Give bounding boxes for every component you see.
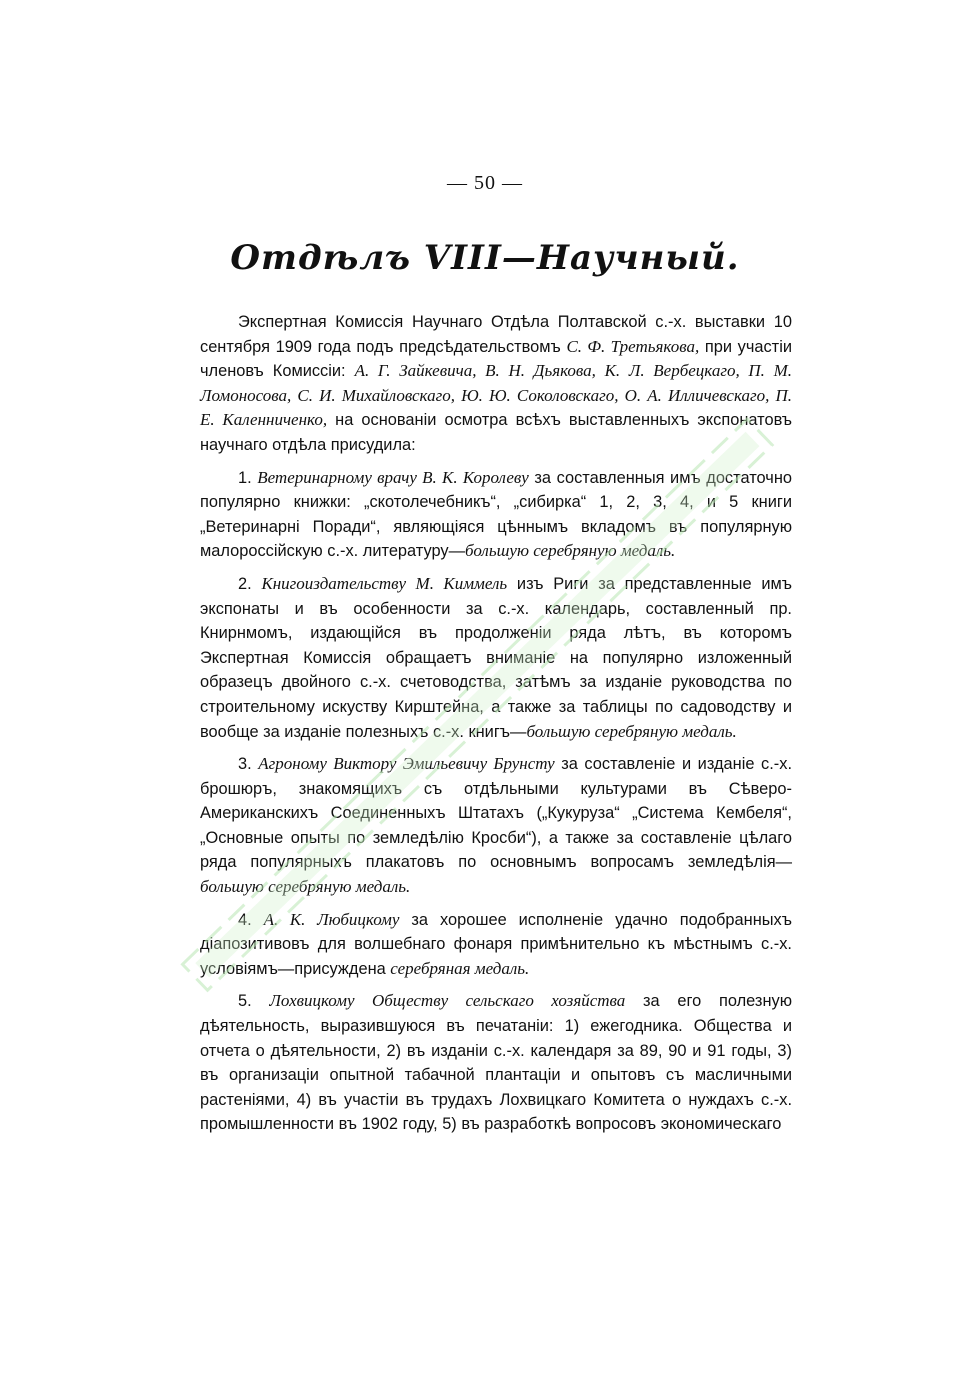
italic-name-run: Лохвицкому Обществу сельскаго хозяйства — [269, 991, 626, 1011]
text-run: 5. — [238, 992, 270, 1011]
intro-paragraph — [200, 310, 792, 458]
italic-name-run: большую серебряную медаль. — [200, 877, 411, 897]
italic-name-run: Агроному Виктору Эмильевичу Брунсту — [258, 754, 555, 774]
text-run: 1. — [238, 468, 258, 487]
text-run: 3. — [238, 755, 259, 774]
italic-name-run: А. Г. Зайкевича, В. Н. Дьякова, К. Л. Вербецкаго, П. М. Ломоносова, С. И. Михайловскаго, Ю. Ю. Соколовскаго, О. А. Илличевскаго, П. Е. Каленниченко, — [200, 361, 792, 430]
text-run: 4. — [238, 910, 264, 929]
italic-name-run: С. Ф. Третьякова, — [566, 336, 700, 356]
award-item-5 — [200, 989, 792, 1137]
italic-name-run: большую серебряную медаль. — [526, 721, 737, 741]
text-run: за его полезную дѣятельность, выразившуюся въ печатаніи: 1) ежегодника. Общества и отчета о дѣятельности, 2) въ изданіи с.-х. календаря за 89, 90 и 91 годы, 3) въ организаціи опытной табачной плантаціи и опытовъ съ масличными растеніями, 4) въ участіи въ трудахъ Лохвицкаго Комитета о нуждахъ с.-х. промышленности въ 1902 году, 5) въ разработкѣ вопросовъ экономическаго — [200, 992, 792, 1134]
text-run: за составленіе и изданіе с.-х. брошюръ, знакомящихъ съ отдѣльными культурами въ Сѣверо-Американскихъ Соединенныхъ Штатахъ („Кукуруза“ „Система Кембеля“, „Основные опыты по земледѣлію Кросби“), а также за составленіе цѣлаго ряда популярныхъ плакатовъ по основнымъ вопросамъ земледѣлія— — [200, 755, 792, 872]
text-run: на основаніи осмотра всѣхъ выставленныхъ экспонатовъ научнаго отдѣла присудила: — [200, 411, 792, 454]
award-item-2 — [200, 572, 792, 744]
italic-name-run: Ветеринарному врачу В. К. Королеву — [257, 467, 529, 487]
text-run: за хорошее исполненіе удачно подобранныхъ діапозитивовъ для волшебнаго фонаря примѣнительно къ мѣстнымъ с.-х. условіямъ—присуждена — [200, 910, 792, 978]
section-heading: Отдѣлъ VIII—Научный. — [230, 238, 740, 278]
body-text — [200, 310, 792, 1145]
text-run: при участіи членовъ Комиссіи: — [200, 337, 792, 381]
italic-name-run: А. К. Любицкому — [263, 909, 400, 929]
italic-name-run: большую серебряную медаль. — [465, 541, 676, 561]
italic-name-run: Книгоиздательству М. Киммель — [261, 573, 508, 593]
text-run: 2. — [238, 574, 262, 593]
text-run: Экспертная Комиссія Научнаго Отдѣла Полтавской с.-х. выставки 10 сентября 1909 года подъ предсѣдательствомъ — [200, 313, 792, 356]
award-item-3 — [200, 752, 792, 900]
page-number: — 50 — — [447, 172, 523, 194]
award-item-4 — [200, 908, 792, 982]
text-run: за составленныя имъ достаточно популярно книжки: „скотолечебникъ“, „сибирка“ 1, 2, 3, 4, и 5 книги „Ветеринарні Поради“, являющіяся цѣннымъ вкладомъ въ популярную малороссійскую с.-х. литературу— — [200, 468, 792, 561]
italic-name-run: серебряная медаль. — [390, 958, 530, 978]
award-item-1 — [200, 466, 792, 564]
text-run: изъ Риги за представленные имъ экспонаты и въ особенности за с.-х. календарь, составленный пр. Книрнмомъ, издающійся въ продолженіи ряда лѣтъ, въ которомъ Экспертная Комиссія обращаетъ вниманіе на популярно изложенный образецъ двойного с.-х. счетоводства, затѣмъ за изданіе руководства по строительному искуству Кирштейна, а также за таблицы по садоводству и вообще за изданіе полезныхъ с.-х. книгъ— — [200, 574, 792, 741]
